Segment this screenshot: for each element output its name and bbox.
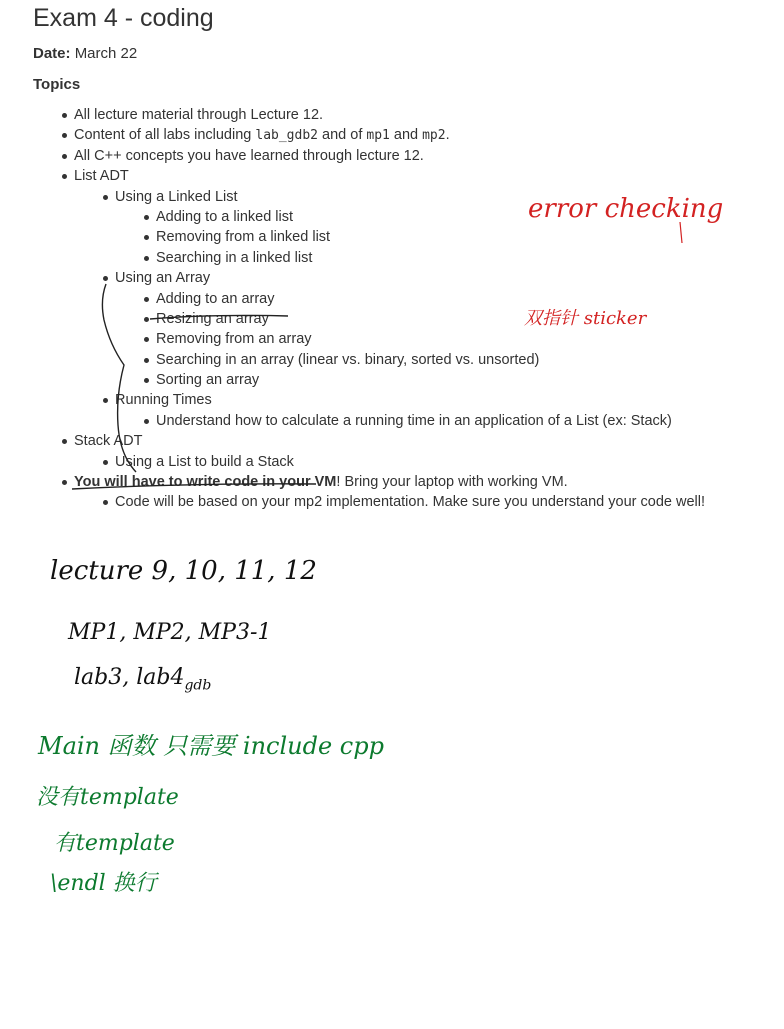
list-item-vm: [0, 472, 784, 492]
list-item-rt-understand: Understand how to calculate a running time in an application of a List (ex: Stack): [0, 411, 784, 431]
list-item-arr-resize: Resizing an array: [0, 309, 784, 329]
list-item-array: Using an Array: [0, 268, 784, 288]
code-mp1: mp1: [366, 128, 390, 144]
list-item-cpp: All C++ concepts you have learned through lecture 12.: [0, 146, 784, 166]
labs-text-pre: Content of all labs including: [74, 127, 256, 144]
handwritten-mp: MP1, MP2, MP3-1: [68, 620, 272, 645]
labs-text-end: .: [445, 127, 450, 144]
code-mp2: mp2: [422, 128, 446, 144]
exam-date: [33, 45, 137, 62]
handwritten-lab: [74, 665, 211, 693]
handwritten-no-template: 没有template: [36, 785, 179, 810]
handwritten-error-checking: error checking: [528, 194, 724, 224]
handwritten-double-pointer: 双指针 sticker: [524, 308, 647, 329]
handwritten-lecture: lecture 9, 10, 11, 12: [50, 556, 317, 586]
page-title: Exam 4 - coding: [33, 4, 214, 32]
list-item-code-based: Code will be based on your mp2 implementation. Make sure you understand your code well!: [0, 492, 784, 512]
list-item-stack-list: Using a List to build a Stack: [0, 452, 784, 472]
date-label: Date:: [33, 45, 71, 62]
list-item-labs: [0, 125, 784, 145]
list-item-linked-list: Using a Linked List: [0, 187, 784, 207]
list-item-stack-adt: Stack ADT: [0, 431, 784, 451]
list-item-arr-search: Searching in an array (linear vs. binary, sorted vs. unsorted): [0, 350, 784, 370]
handwritten-endl: \endl 换行: [50, 871, 157, 896]
handwritten-main-function: Main 函数 只需要 include cpp: [38, 732, 384, 760]
vm-rest-text: ! Bring your laptop with working VM.: [336, 474, 568, 491]
handwritten-lab-sub: gdb: [184, 677, 212, 694]
list-item-lecture-material: All lecture material through Lecture 12.: [0, 105, 784, 125]
topics-list: [0, 105, 784, 513]
code-lab-gdb2: lab_gdb2: [255, 128, 318, 144]
list-item-arr-sort: Sorting an array: [0, 370, 784, 390]
list-item-arr-remove: Removing from an array: [0, 329, 784, 349]
list-item-ll-remove: Removing from a linked list: [0, 227, 784, 247]
list-item-ll-search: Searching in a linked list: [0, 248, 784, 268]
handwritten-lab-main: lab3, lab4: [74, 665, 185, 690]
list-item-running-times: Running Times: [0, 390, 784, 410]
list-item-list-adt: List ADT: [0, 166, 784, 186]
handwritten-has-template: 有template: [54, 831, 175, 856]
labs-text-mid: and of: [318, 127, 367, 144]
vm-bold-text: You will have to write code in your VM: [74, 474, 337, 491]
date-value: March 22: [74, 45, 138, 62]
labs-text-and: and: [389, 127, 423, 144]
list-item-arr-add: Adding to an array: [0, 289, 784, 309]
topics-heading: Topics: [33, 76, 81, 93]
list-item-ll-add: Adding to a linked list: [0, 207, 784, 227]
